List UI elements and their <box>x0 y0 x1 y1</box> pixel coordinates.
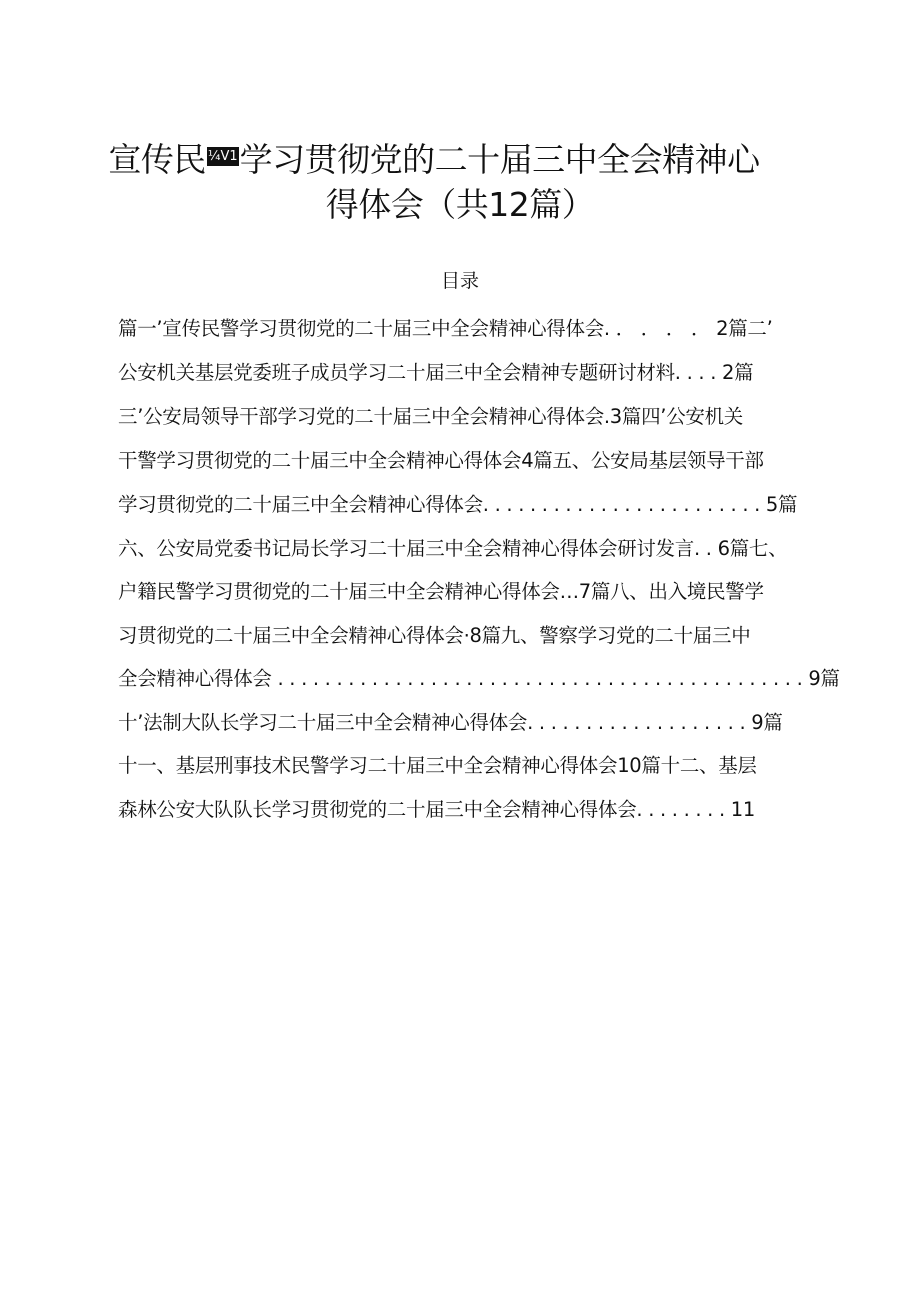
toc-line: 森林公安大队队长学习贯彻党的二十届三中全会精神心得体会. . . . . . . . 11 <box>118 798 755 821</box>
title-part-1: 宣传民 <box>108 140 206 179</box>
toc-line: 户籍民警学习贯彻党的二十届三中全会精神心得体会…7篇八、出入境民警学 <box>118 580 764 603</box>
toc-line: 十’法制大队长学习二十届三中全会精神心得体会. . . . . . . . . . . . . . . . . . . 9篇 <box>118 711 783 734</box>
document-title-line-1 <box>0 138 920 182</box>
toc-line: 十一、基层刑事技术民警学习二十届三中全会精神心得体会10篇十二、基层 <box>118 754 757 777</box>
toc-line: 三’公安局领导干部学习党的二十届三中全会精神心得体会.3篇四’公安机关 <box>118 405 744 428</box>
title-part-2: 学习贯彻党的二十届三中全会精神心 <box>239 140 760 179</box>
toc-line: 习贯彻党的二十届三中全会精神心得体会·8篇九、警察学习党的二十届三中 <box>118 624 751 647</box>
toc-line: 全会精神心得体会 . . . . . . . . . . . . . . . . . . . . . . . . . . . . . . . . . . . . . . . . . . . . . 9篇 <box>118 667 840 690</box>
document-title-line-2: 得体会（共12篇） <box>325 185 595 224</box>
title-stamp-mark: ¼V1 <box>207 149 238 164</box>
toc-heading: 目录 <box>440 270 479 292</box>
toc-line: 公安机关基层党委班子成员学习二十届三中全会精神专题研讨材料. . . . 2篇 <box>118 361 754 384</box>
toc-line: 篇一’宣传民警学习贯彻党的二十届三中全会精神心得体会. ． ． ． ． 2篇二’ <box>118 317 773 340</box>
toc-line: 学习贯彻党的二十届三中全会精神心得体会. . . . . . . . . . . . . . . . . . . . . . . . 5篇 <box>118 493 798 516</box>
toc-line: 六、公安局党委书记局长学习二十届三中全会精神心得体会研讨发言. . 6篇七、 <box>118 537 788 560</box>
toc-line: 干警学习贯彻党的二十届三中全会精神心得体会4篇五、公安局基层领导干部 <box>118 449 764 472</box>
